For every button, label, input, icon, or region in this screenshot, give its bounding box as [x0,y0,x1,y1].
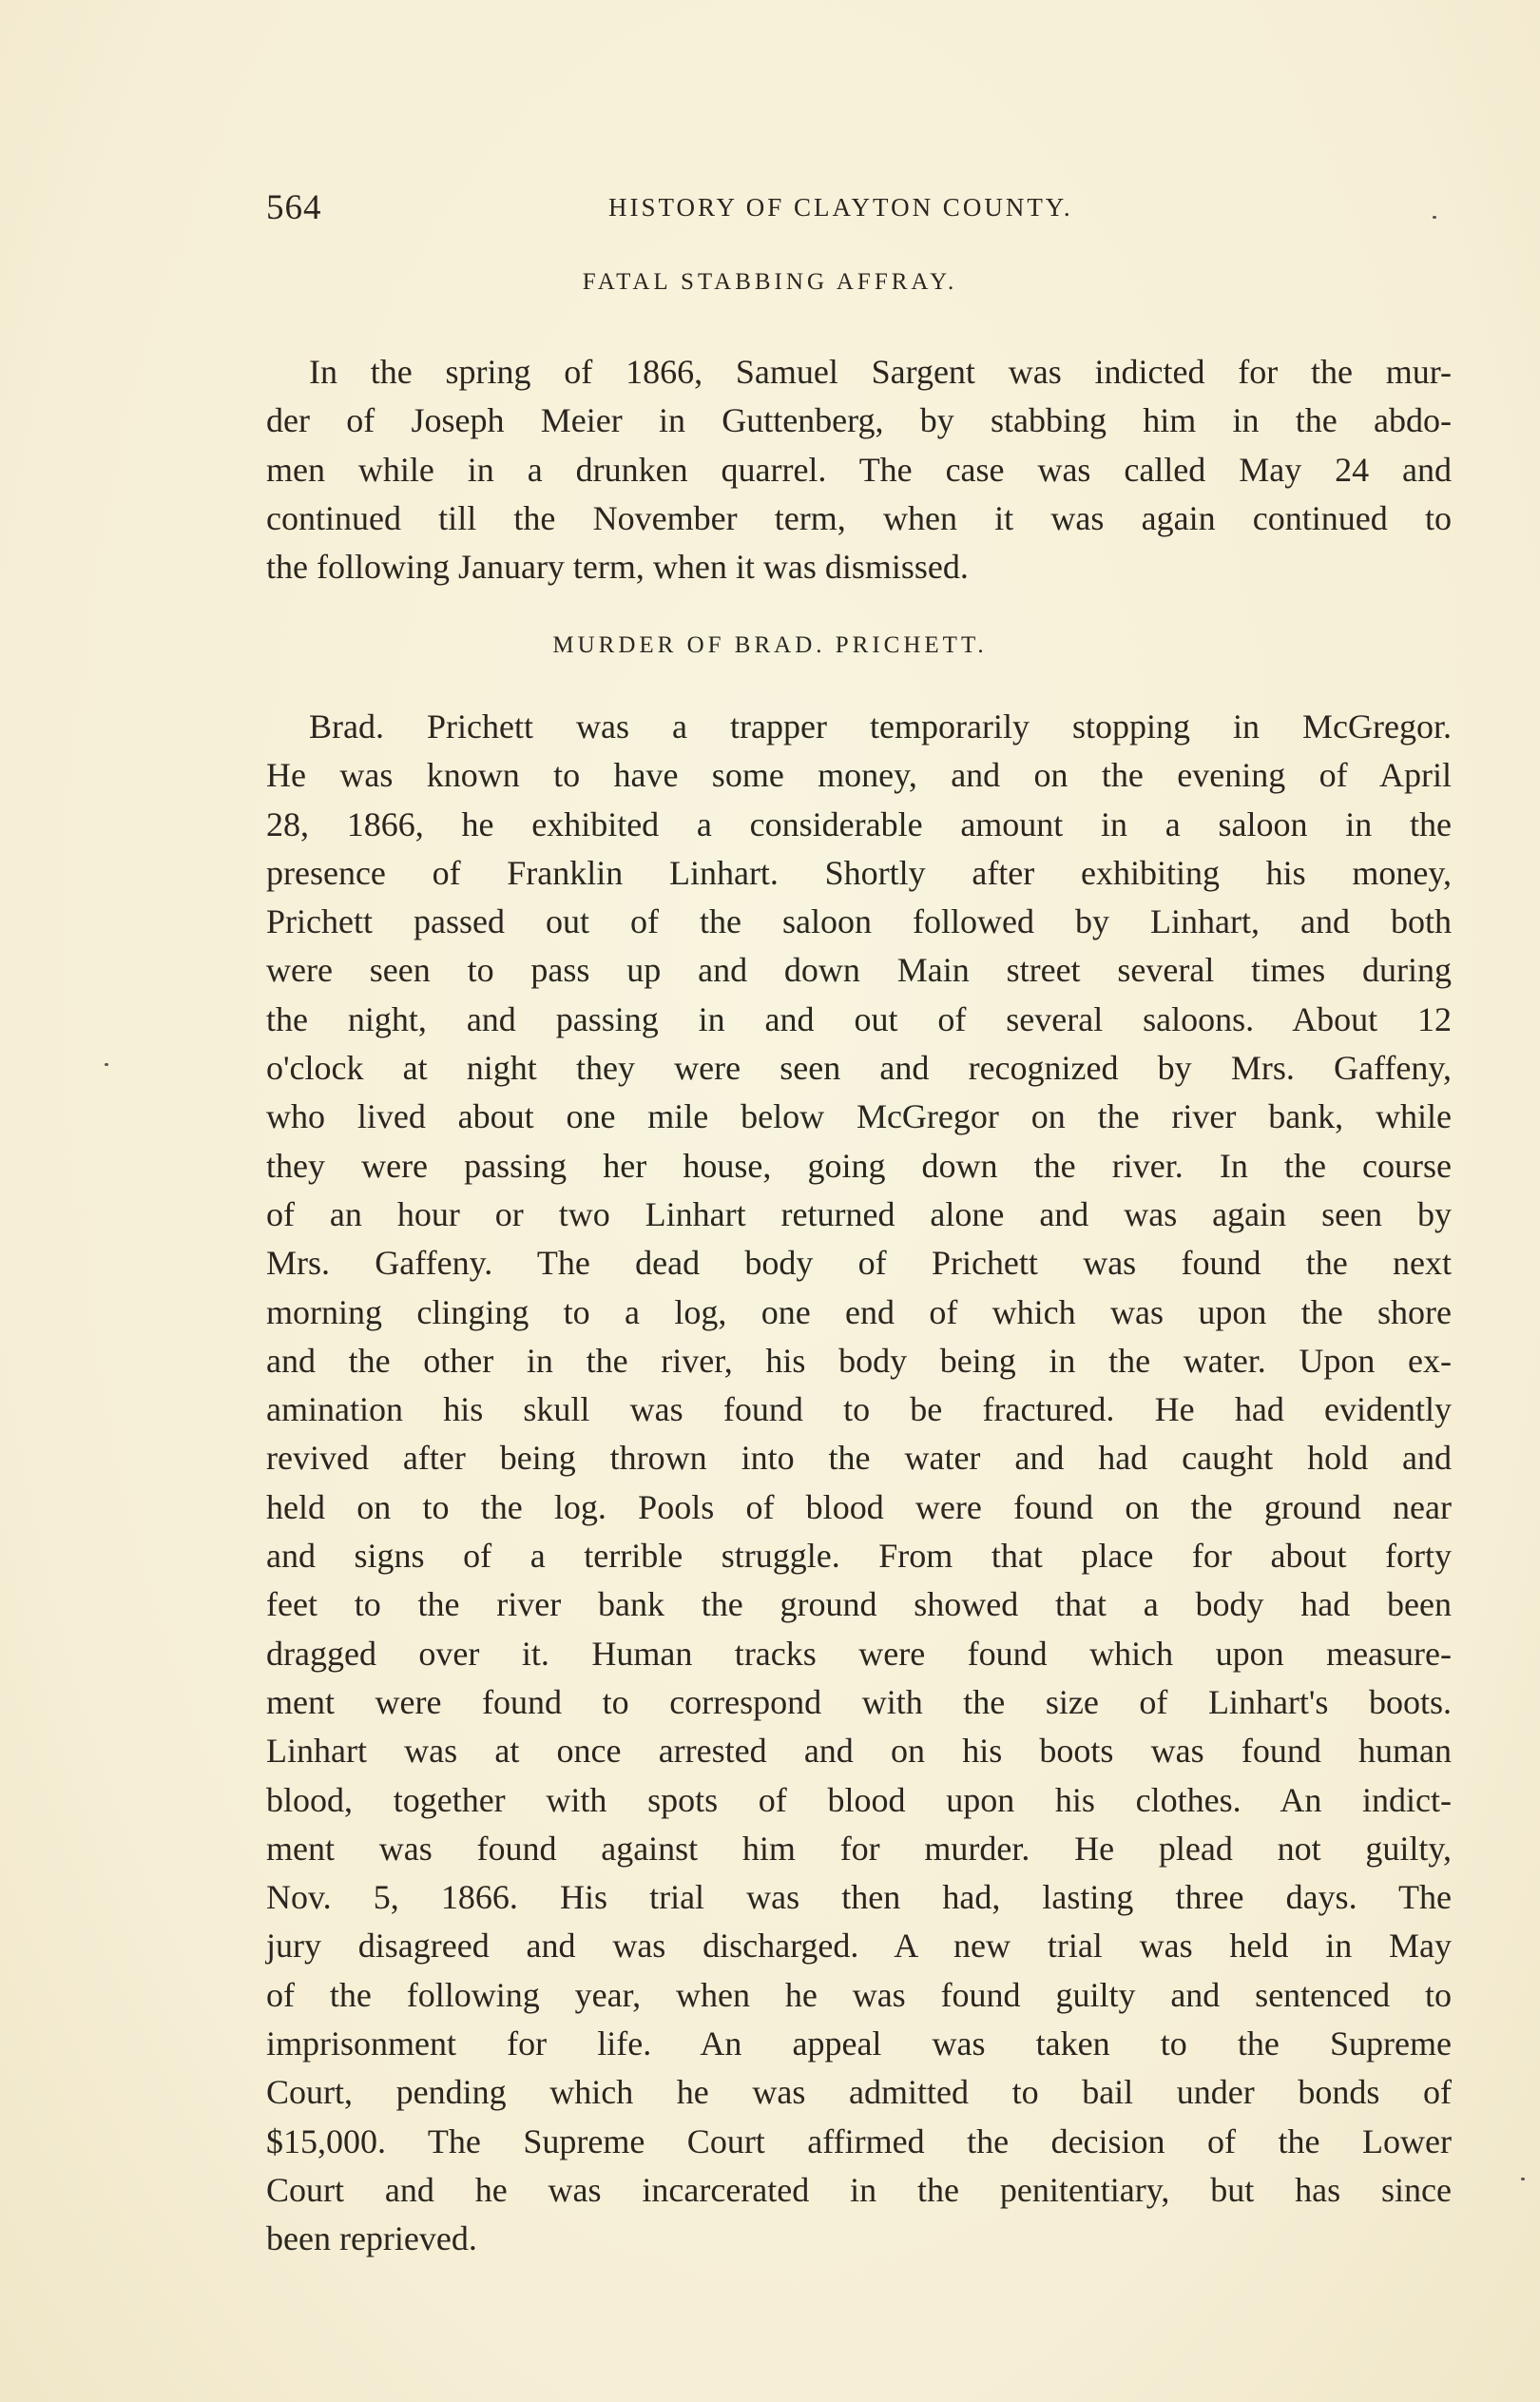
text-line: the following January term, when it was dismissed. [266,548,969,587]
text-line: feet to the river bank the ground showed that a body had been [266,1585,1452,1624]
text-line: revived after being thrown into the water and had caught hold and [266,1439,1452,1478]
text-line: blood, together with spots of blood upon his clothes. An indict- [266,1780,1452,1819]
margin-speck [105,1063,108,1066]
text-line: Mrs. Gaffeny. The dead body of Prichett was found the next [266,1244,1452,1283]
text-line: Linhart was at once arrested and on his boots was found human [266,1732,1452,1771]
section-heading-murder-prichett: MURDER OF BRAD. PRICHETT. [552,632,988,658]
text-line: dragged over it. Human tracks were found which upon measure- [266,1634,1452,1673]
page-number: 564 [266,188,322,227]
text-line: presence of Franklin Linhart. Shortly after exhibiting his money, [266,853,1452,892]
text-line: Nov. 5, 1866. His trial was then had, lasting three days. The [266,1878,1452,1917]
text-line: $15,000. The Supreme Court affirmed the decision of the Lower [266,2121,1452,2160]
text-line: of an hour or two Linhart returned alone and was again seen by [266,1194,1452,1233]
paragraph-fatal-stabbing [266,348,1452,591]
text-line: been reprieved. [266,2219,477,2258]
text-line: the night, and passing in and out of several saloons. About 12 [266,999,1452,1038]
text-line: they were passing her house, going down the river. In the course [266,1146,1452,1185]
text-line: He was known to have some money, and on the evening of April [266,756,1452,795]
text-line: ment was found against him for murder. He plead not guilty, [266,1829,1452,1868]
text-line: Brad. Prichett was a trapper temporarily stopping in McGregor. [309,707,1452,746]
section-heading-fatal-stabbing: FATAL STABBING AFFRAY. [582,269,958,295]
text-line: In the spring of 1866, Samuel Sargent was indicted for the mur- [309,353,1452,391]
margin-speck [1521,2178,1525,2180]
text-line: jury disagreed and was discharged. A new trial was held in May [266,1927,1452,1966]
text-line: der of Joseph Meier in Guttenberg, by stabbing him in the abdo- [266,401,1452,440]
text-line: Court and he was incarcerated in the penitentiary, but has since [266,2170,1452,2209]
running-title: HISTORY OF CLAYTON COUNTY. [608,193,1073,222]
text-line: continued till the November term, when it was again continued to [266,498,1452,537]
paragraph-murder-prichett [266,703,1452,2264]
text-line: ment were found to correspond with the size of Linhart's boots. [266,1682,1452,1721]
text-line: o'clock at night they were seen and recognized by Mrs. Gaffeny, [266,1049,1452,1088]
text-line: were seen to pass up and down Main street several times during [266,951,1452,990]
text-line: imprisonment for life. An appeal was taken to the Supreme [266,2024,1452,2063]
running-head [266,187,1454,233]
text-line: held on to the log. Pools of blood were found on the ground near [266,1487,1452,1526]
text-line: 28, 1866, he exhibited a considerable amount in a saloon in the [266,804,1452,843]
text-line: Court, pending which he was admitted to bail under bonds of [266,2073,1452,2112]
text-line: of the following year, when he was found guilty and sentenced to [266,1975,1452,2014]
margin-speck [1433,216,1436,219]
text-line: morning clinging to a log, one end of which was upon the shore [266,1292,1452,1331]
text-line: men while in a drunken quarrel. The case was called May 24 and [266,450,1452,489]
text-line: and the other in the river, his body being in the water. Upon ex- [266,1341,1452,1380]
text-line: Prichett passed out of the saloon followed by Linhart, and both [266,902,1452,941]
text-line: amination his skull was found to be fractured. He had evidently [266,1390,1452,1429]
text-line: who lived about one mile below McGregor on the river bank, while [266,1097,1452,1136]
text-line: and signs of a terrible struggle. From that place for about forty [266,1537,1452,1576]
